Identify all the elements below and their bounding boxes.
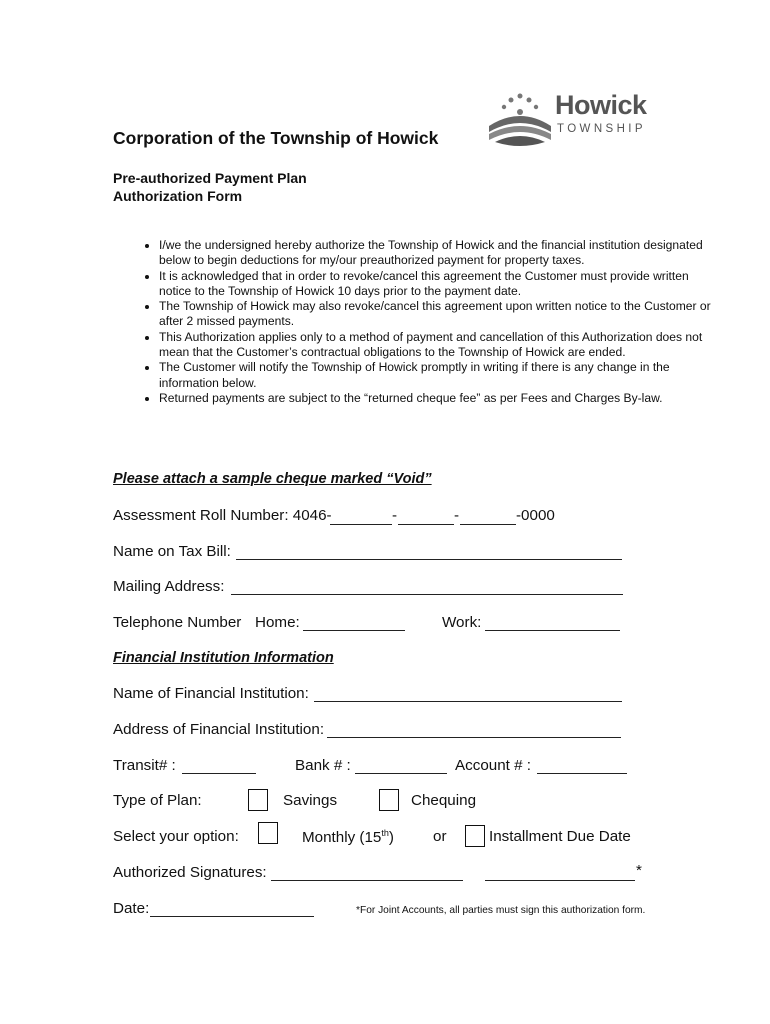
roll-part1-field[interactable] [330, 524, 392, 525]
monthly-checkbox[interactable] [258, 822, 278, 844]
phone-label: Telephone Number [113, 614, 242, 631]
name-label: Name on Tax Bill: [113, 543, 231, 560]
work-label: Work: [442, 614, 482, 631]
list-item: • Returned payments are subject to the “returned cheque fee” as per Fees and Charges By-law. [159, 391, 719, 406]
list-item: • This Authorization applies only to a method of payment and cancellation of this Authorization does not mean that the Customer’s contractual obligations to the Township of Howick are ended. [159, 330, 719, 361]
logo-name: Howick [555, 90, 647, 120]
signature-field-1[interactable] [271, 880, 463, 881]
list-item: • It is acknowledged that in order to revoke/cancel this agreement the Customer must provide written notice to the Township of Howick 10 days prior to the payment date. [159, 269, 719, 300]
list-item: • The Customer will notify the Township of Howick promptly in writing if there is any change in the information below. [159, 360, 719, 391]
fi-address-field[interactable] [327, 737, 621, 738]
installment-checkbox[interactable] [465, 825, 485, 847]
signature-field-2[interactable] [485, 880, 635, 881]
logo-sun-icon [485, 88, 555, 148]
roll-sep1: - [392, 507, 398, 524]
fi-name-field[interactable] [314, 701, 622, 702]
savings-label: Savings [283, 792, 338, 809]
township-logo [485, 88, 645, 148]
monthly-label: Monthly (15th) [302, 828, 394, 847]
installment-label: Installment Due Date [489, 828, 631, 845]
plan-label: Type of Plan: [113, 792, 202, 809]
option-label: Select your option: [113, 828, 239, 845]
roll-label: Assessment Roll Number: 4046- [113, 507, 332, 524]
account-field[interactable] [537, 773, 627, 774]
form-subtitle-line1: Pre-authorized Payment Plan [113, 170, 307, 186]
work-phone-field[interactable] [485, 630, 620, 631]
bank-label: Bank # : [295, 757, 351, 774]
list-item: • The Township of Howick may also revoke/cancel this agreement upon written notice to the Customer or after 2 missed payments. [159, 299, 719, 330]
financial-heading: Financial Institution Information [113, 650, 334, 666]
joint-note: *For Joint Accounts, all parties must sign this authorization form. [356, 905, 646, 916]
fi-address-label: Address of Financial Institution: [113, 721, 325, 738]
or-label: or [433, 828, 447, 845]
date-field[interactable] [150, 916, 314, 917]
transit-field[interactable] [182, 773, 256, 774]
form-subtitle-line2: Authorization Form [113, 188, 243, 204]
roll-part2-field[interactable] [398, 524, 454, 525]
transit-label: Transit# : [113, 757, 176, 774]
roll-part3-field[interactable] [460, 524, 516, 525]
terms-list [113, 238, 719, 406]
roll-end: -0000 [516, 507, 555, 524]
savings-checkbox[interactable] [248, 789, 268, 811]
chequing-label: Chequing [411, 792, 477, 809]
name-field[interactable] [236, 559, 622, 560]
list-item: • I/we the undersigned hereby authorize the Township of Howick and the financial institution designated below to begin deductions for my/our preauthorized payment for property taxes. [159, 238, 719, 269]
date-label: Date: [113, 900, 150, 917]
cheque-note: Please attach a sample cheque marked “Void” [113, 471, 432, 487]
asterisk: * [636, 862, 642, 879]
roll-sep2: - [454, 507, 460, 524]
mailing-label: Mailing Address: [113, 578, 225, 595]
signatures-label: Authorized Signatures: [113, 864, 267, 881]
home-label: Home: [255, 614, 300, 631]
chequing-checkbox[interactable] [379, 789, 399, 811]
logo-sub: TOWNSHIP [557, 123, 646, 135]
mailing-field[interactable] [231, 594, 623, 595]
bank-field[interactable] [355, 773, 447, 774]
page-title: Corporation of the Township of Howick [113, 128, 439, 148]
account-label: Account # : [455, 757, 531, 774]
home-phone-field[interactable] [303, 630, 405, 631]
fi-name-label: Name of Financial Institution: [113, 685, 309, 702]
